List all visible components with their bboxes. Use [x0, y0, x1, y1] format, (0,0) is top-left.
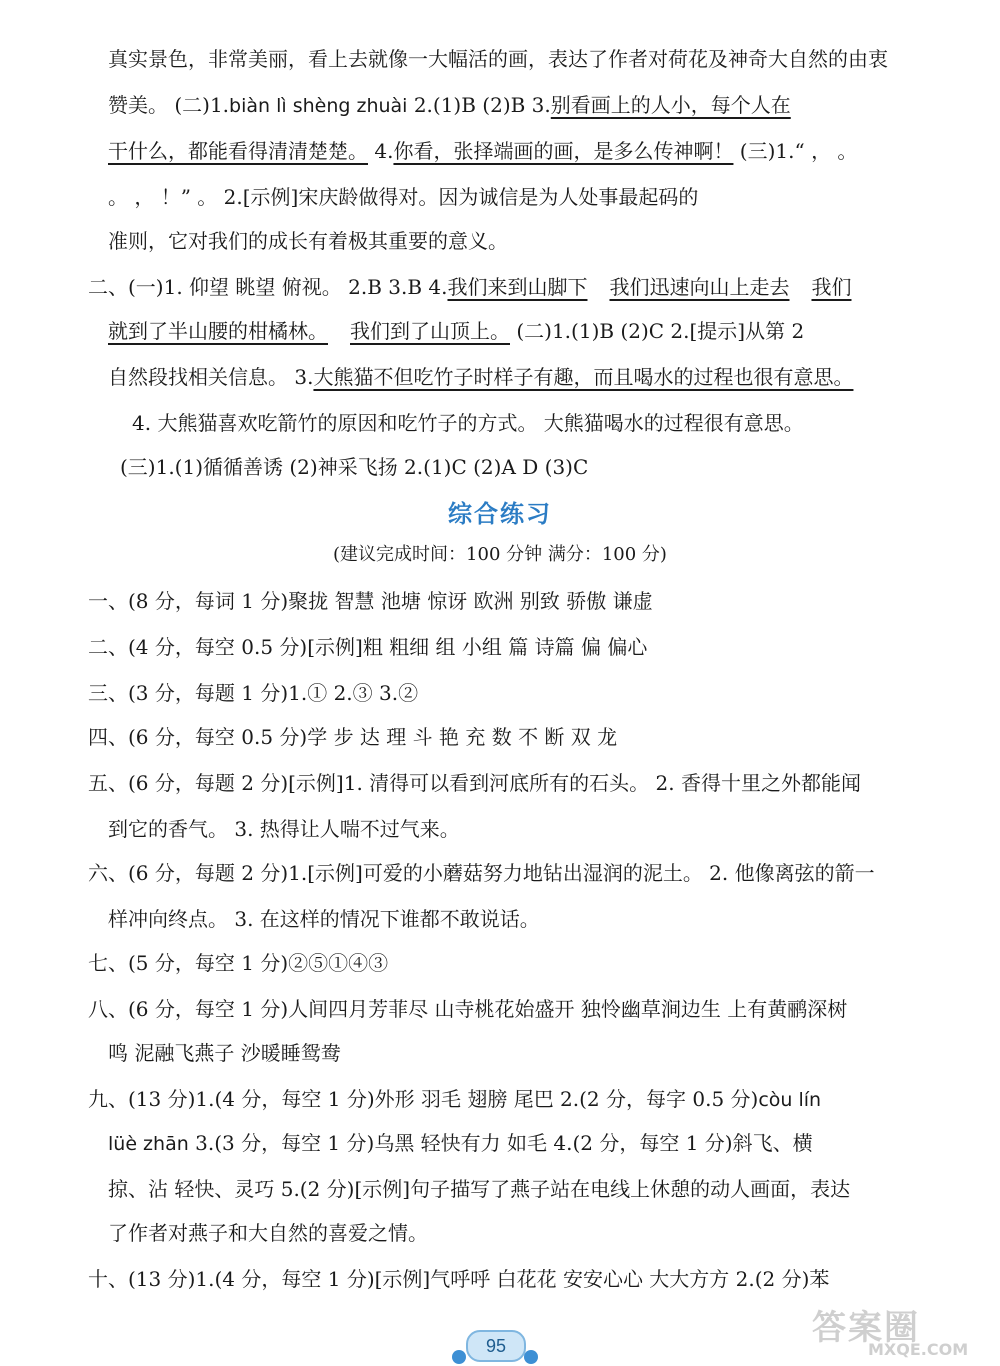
section-title: 综合练习: [448, 499, 552, 528]
text-line: (三)1.(1)循循善诱 (2)神采飞扬 2.(1)C (2)A D (3)C: [120, 455, 589, 479]
pinyin-answer: còu lín: [758, 1089, 822, 1111]
answer-line: [108, 1128, 920, 1159]
text-line: 准则，它对我们的成长有着极其重要的意义。: [108, 229, 508, 253]
underlined-answer: 大熊猫不但吃竹子时样子有趣，而且喝水的过程也很有意思。: [313, 365, 854, 389]
answer-line: 了作者对燕子和大自然的喜爱之情。: [108, 1221, 428, 1245]
watermark-url: MXQE.COM: [868, 1340, 969, 1359]
underlined-answer: 你看，张择端画的画，是多么传神啊！: [393, 139, 734, 163]
text-segment: 赞美。 (二)1.: [108, 93, 230, 117]
text-segment: 自然段找相关信息。 3.: [108, 365, 314, 389]
underlined-answer: 我们迅速向山上走去: [609, 275, 790, 299]
answer-line: 五、(6 分，每题 2 分)[示例]1. 清得可以看到河底所有的石头。 2. 香得十里之外都能闻: [88, 771, 861, 795]
text-line: 4. 大熊猫喜欢吃箭竹的原因和吃竹子的方式。 大熊猫喝水的过程很有意思。: [132, 411, 804, 435]
page-number: 95: [466, 1330, 526, 1362]
underlined-answer: 干什么，都能看得清清楚楚。: [108, 139, 368, 163]
text-line: [108, 362, 920, 392]
text-segment: 九、(13 分)1.(4 分，每空 1 分)外形 羽毛 翅膀 尾巴 2.(2 分，每字 0.5 分): [88, 1087, 759, 1111]
underlined-answer: 别看画上的人小，每个人在: [550, 93, 791, 117]
text-line: [108, 90, 920, 121]
underlined-answer: 我们: [811, 275, 852, 299]
underlined-answer: 我们来到山脚下: [447, 275, 588, 299]
text-segment: (二)1.(1)B (2)C 2.[提示]从第 2: [510, 319, 805, 343]
watermark-text: 答案圈: [812, 1308, 920, 1348]
answer-line: 一、(8 分，每词 1 分)聚拢 智慧 池塘 惊讶 欧洲 别致 骄傲 谦虚: [88, 589, 653, 613]
pinyin-answer: lüè zhān: [108, 1133, 189, 1155]
answer-line: 十、(13 分)1.(4 分，每空 1 分)[示例]气呼呼 白花花 安安心心 大大方方 2.(2 分)苯: [88, 1267, 830, 1291]
answer-line: 样冲向终点。 3. 在这样的情况下谁都不敢说话。: [108, 907, 540, 931]
decor-dot: [524, 1350, 538, 1364]
pinyin-answer: biàn lì shèng zhuài: [229, 95, 408, 117]
answer-line: 二、(4 分，每空 0.5 分)[示例]粗 粗细 组 小组 篇 诗篇 偏 偏心: [88, 635, 648, 659]
text-segment: 2.(1)B (2)B 3.: [407, 93, 551, 117]
answer-line: 掠、沾 轻快、灵巧 5.(2 分)[示例]句子描写了燕子站在电线上休憩的动人画面，表达: [108, 1177, 851, 1201]
answer-line: 七、(5 分，每空 1 分)②⑤①④③: [88, 951, 389, 975]
underlined-answer: 就到了半山腰的柑橘林。: [108, 319, 328, 343]
text-line: [108, 316, 920, 346]
text-line: 。 ， ！” 。 2.[示例]宋庆龄做得对。因为诚信是为人处事最起码的: [108, 185, 699, 209]
text-segment: 二、(一)1. 仰望 眺望 俯视。 2.B 3.B 4.: [88, 275, 448, 299]
page-number-badge: [450, 1330, 550, 1362]
section-subtitle: (建议完成时间：100 分钟 满分：100 分): [333, 544, 667, 565]
text-line: [88, 272, 920, 302]
decor-dot: [452, 1350, 466, 1364]
underlined-answer: 我们到了山顶上。: [350, 319, 510, 343]
text-segment: (三)1.“ ， 。: [733, 139, 858, 163]
text-segment: 3.(3 分，每空 1 分)乌黑 轻快有力 如毛 4.(2 分，每空 1 分)斜飞、横: [188, 1131, 813, 1155]
answer-line: 到它的香气。 3. 热得让人喘不过气来。: [108, 817, 460, 841]
answer-line: [88, 1084, 920, 1115]
watermark-logo: [812, 1300, 982, 1360]
answer-line: 鸣 泥融飞燕子 沙暖睡鸳鸯: [108, 1041, 341, 1065]
answer-line: 四、(6 分，每空 0.5 分)学 步 达 理 斗 艳 充 数 不 断 双 龙: [88, 725, 618, 749]
answer-line: 八、(6 分，每空 1 分)人间四月芳菲尽 山寺桃花始盛开 独怜幽草涧边生 上有黄鹂深树: [88, 997, 848, 1021]
text-line: [108, 136, 920, 166]
answer-line: 三、(3 分，每题 1 分)1.① 2.③ 3.②: [88, 681, 419, 705]
text-segment: 4.: [368, 139, 394, 163]
answer-line: 六、(6 分，每题 2 分)1.[示例]可爱的小蘑菇努力地钻出湿润的泥土。 2. 他像离弦的箭一: [88, 861, 875, 885]
text-line: 真实景色，非常美丽，看上去就像一大幅活的画，表达了作者对荷花及神奇大自然的由衷: [108, 47, 888, 71]
